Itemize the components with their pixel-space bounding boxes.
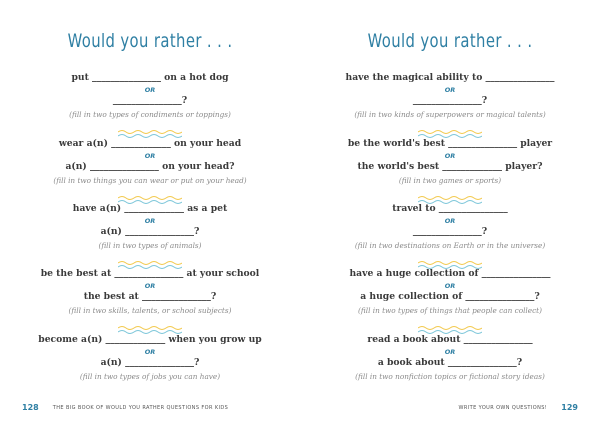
prompt-block [0,268,300,335]
or-label: OR [144,282,156,290]
prompt-hint: (fill in two destinations on Earth or in the universe) [354,241,546,250]
prompt-block [300,268,600,335]
prompt-line-2: _______________? [412,226,488,237]
prompt-block [300,138,600,205]
page-title: Would you rather . . . [67,30,233,52]
prompt-hint: (fill in two types of animals) [98,241,202,250]
prompt-hint: (fill in two skills, talents, or school subjects) [68,306,232,315]
or-label: OR [444,152,456,160]
prompt-block [0,72,300,139]
page-title: Would you rather . . . [367,30,533,52]
prompt-line-1: have a huge collection of _______________ [349,268,551,279]
prompt-line-1: be the world's best _______________ player [347,138,553,149]
right-page [300,0,600,425]
prompt-hint: (fill in two things you can wear or put on your head) [53,176,247,185]
prompt-block [300,203,600,270]
prompt-line-1: travel to _______________ [392,203,508,214]
or-label: OR [444,217,456,225]
prompt-line-2: a book about _______________? [377,357,523,368]
or-label: OR [144,86,156,94]
prompt-line-1: wear a(n) _____________ on your head [58,138,242,149]
prompt-block [0,203,300,270]
prompt-line-1: become a(n) _____________ when you grow up [38,334,262,345]
prompt-line-2: the world's best _____________ player? [357,161,543,172]
prompt-line-1: read a book about _______________ [367,334,533,345]
page-footer [22,397,229,412]
prompt-line-2: a(n) _______________? [100,226,200,237]
or-label: OR [144,348,156,356]
prompt-block [300,72,600,139]
prompt-line-2: _______________? [412,95,488,106]
prompt-line-2: _______________? [112,95,188,106]
prompt-hint: (fill in two types of jobs you can have) [79,372,221,381]
prompt-block [300,334,600,384]
running-head: THE BIG BOOK OF WOULD YOU RATHER QUESTIONS FOR KIDS [52,404,229,411]
prompt-line-2: a(n) _______________ on your head? [65,161,235,172]
prompt-line-1: have the magical ability to _______________ [345,72,555,83]
prompt-line-1: have a(n) _____________ as a pet [72,203,228,214]
or-label: OR [444,282,456,290]
prompt-hint: (fill in two nonfiction topics or fictional story ideas) [355,372,545,381]
or-label: OR [444,86,456,94]
prompt-block [0,138,300,205]
or-label: OR [444,348,456,356]
page-footer [458,397,578,412]
or-label: OR [144,217,156,225]
prompt-hint: (fill in two types of things that people can collect) [358,306,542,315]
prompt-hint: (fill in two kinds of superpowers or magical talents) [354,110,546,119]
prompt-hint: (fill in two types of condiments or toppings) [69,110,231,119]
prompt-block [0,334,300,384]
prompt-line-1: be the best at _______________ at your school [40,268,260,279]
running-head: WRITE YOUR OWN QUESTIONS! [458,404,548,411]
page-number: 129 [561,403,578,412]
page-number: 128 [22,403,39,412]
prompt-line-2: a(n) _______________? [100,357,200,368]
or-label: OR [144,152,156,160]
prompt-line-2: a huge collection of _______________? [360,291,540,302]
prompt-line-2: the best at _______________? [83,291,217,302]
prompt-hint: (fill in two games or sports) [398,176,502,185]
prompt-line-1: put _______________ on a hot dog [71,72,229,83]
